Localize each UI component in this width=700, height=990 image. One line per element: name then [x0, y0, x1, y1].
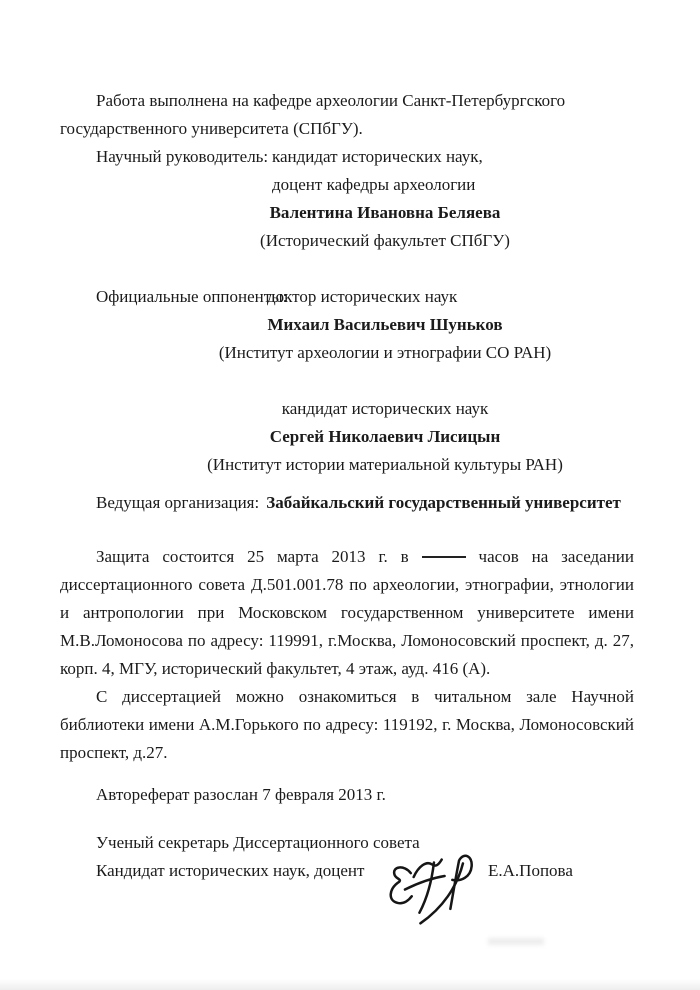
handwritten-signature-icon	[385, 848, 480, 933]
supervisor-name: Валентина Ивановна Беляева	[269, 203, 501, 222]
spacer	[60, 517, 634, 543]
hours-blank-line	[422, 545, 466, 558]
spacer	[60, 767, 634, 781]
supervisor-affiliation: (Исторический факультет СПбГУ)	[260, 231, 510, 250]
opponent-1-affiliation: (Институт археологии и этнографии СО РАН)	[218, 343, 552, 362]
spacer	[60, 809, 634, 829]
defense-text-after-blank: часов на заседании диссертационного совета Д.501.001.78 по археологии, этнографии, этнологии и антропологии при Московском государственном университете имени М.В.Ломоносова по адресу: 119991, г.Москва, Ломоносовский проспект, д. 27, корп. 4, МГУ, исторический факультет, 4 этаж, ауд. 416 (А).	[60, 547, 635, 678]
leading-org-name: Забайкальский государственный университет	[266, 493, 621, 512]
leading-org-label: Ведущая организация:	[96, 493, 260, 512]
leading-org-line	[60, 489, 634, 517]
supervisor-label: Научный руководитель:	[96, 147, 269, 166]
abstract-mailed-line: Автореферат разослан 7 февраля 2013 г.	[96, 785, 386, 804]
opponent-2-affiliation: (Институт истории материальной культуры РАН)	[207, 455, 563, 474]
supervisor-degree-1: кандидат исторических наук,	[272, 147, 483, 166]
opponent-2-degree: кандидат исторических наук	[281, 399, 489, 418]
spacer	[60, 367, 634, 395]
defense-text-before-blank: Защита состоится 25 марта 2013 г. в	[96, 547, 409, 566]
opponent-1-name: Михаил Васильевич Шуньков	[267, 315, 503, 334]
supervisor-label-line	[60, 143, 634, 171]
defense-paragraph	[60, 543, 634, 683]
scan-smudge	[488, 938, 544, 945]
secretary-name: Е.А.Попова	[488, 861, 573, 880]
page-bottom-shade	[0, 979, 700, 990]
supervisor-degree-2: доцент кафедры археологии	[272, 175, 476, 194]
library-paragraph: С диссертацией можно ознакомиться в читальном зале Научной библиотеки имени А.М.Горького по адресу: 119192, г. Москва, Ломоносовский проспект, д.27.	[60, 687, 634, 762]
opponent-2-name: Сергей Николаевич Лисицын	[269, 427, 501, 446]
affiliation-paragraph: Работа выполнена на кафедре археологии Санкт-Петербургского государственного университета (СПбГУ).	[60, 91, 566, 138]
opponent-1-degree: доктор исторических наук	[267, 287, 458, 306]
secretary-role-line: Ученый секретарь Диссертационного совета	[96, 833, 420, 852]
spacer	[60, 255, 634, 283]
spacer	[60, 479, 634, 489]
opponents-label-line	[60, 283, 634, 311]
opponents-label: Официальные оппоненты:	[96, 287, 288, 306]
secretary-signature-line	[60, 857, 634, 885]
secretary-degree-text: Кандидат исторических наук, доцент	[96, 861, 365, 880]
